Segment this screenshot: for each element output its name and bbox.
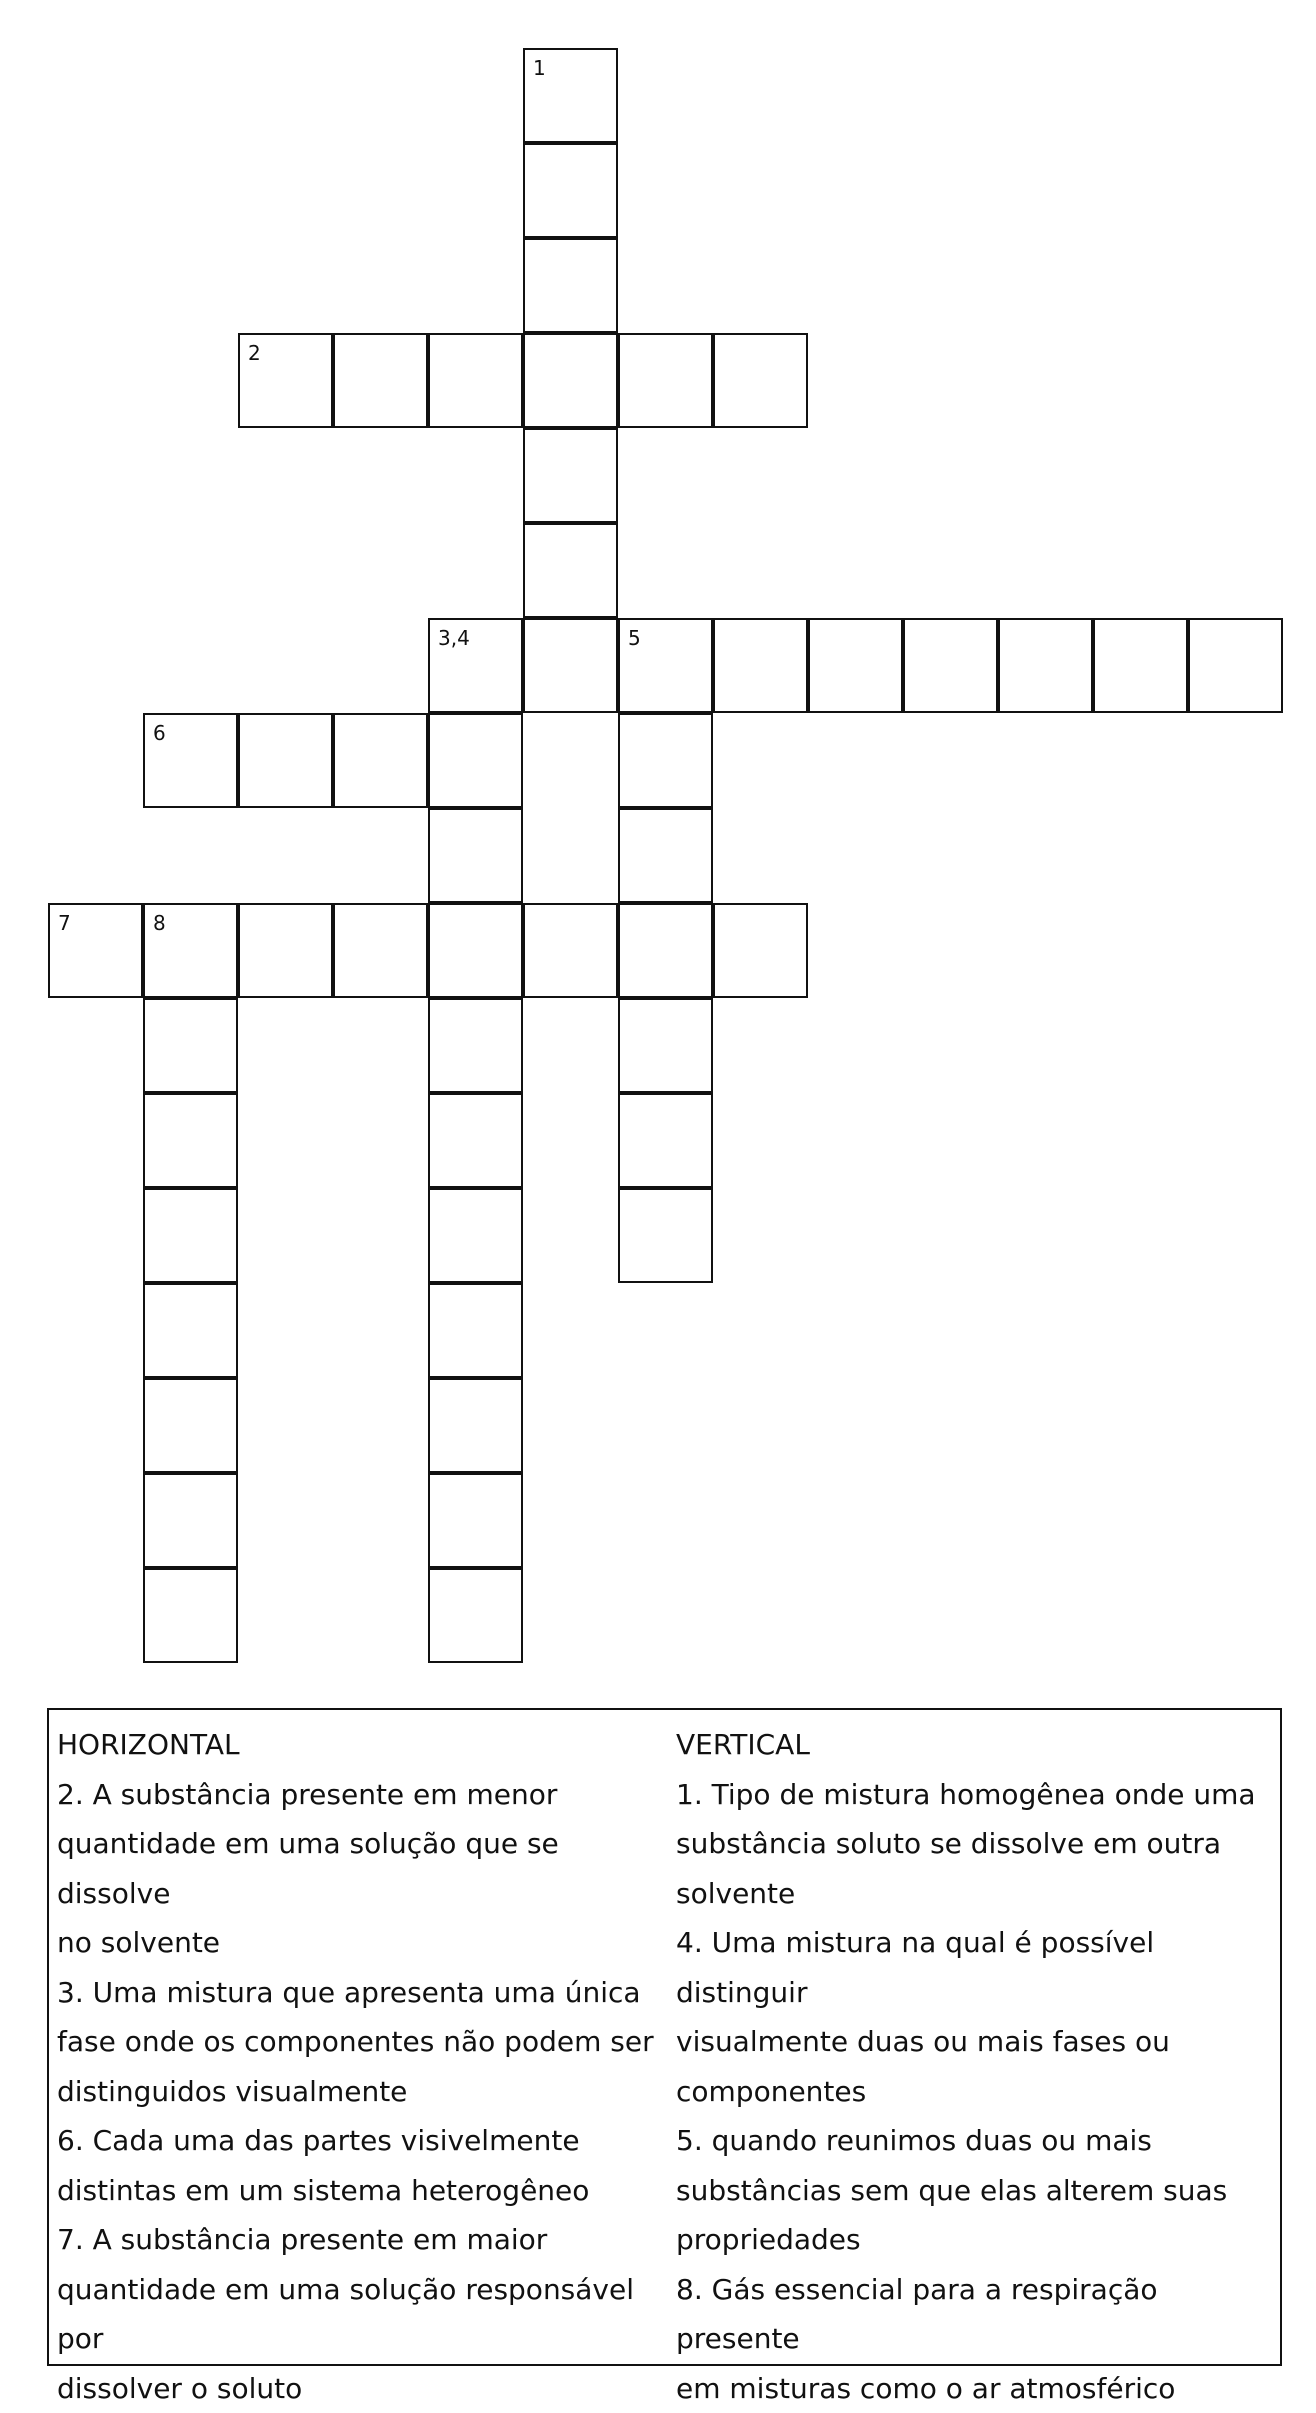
crossword-cell[interactable]: [618, 713, 713, 808]
crossword-cell[interactable]: [523, 428, 618, 523]
clue-line: 8. Gás essencial para a respiração presente: [676, 2265, 1276, 2364]
clue-line: substância soluto se dissolve em outra: [676, 1819, 1276, 1869]
crossword-cell[interactable]: [143, 1283, 238, 1378]
clue-line: distintas em um sistema heterogêneo: [57, 2166, 657, 2216]
crossword-cell[interactable]: [523, 523, 618, 618]
clue-line: 5. quando reunimos duas ou mais: [676, 2116, 1276, 2166]
crossword-cell[interactable]: [998, 618, 1093, 713]
crossword-cell[interactable]: [428, 1568, 523, 1663]
crossword-cell[interactable]: [618, 1188, 713, 1283]
crossword-cell[interactable]: [523, 238, 618, 333]
clue-line: no solvente: [57, 1918, 657, 1968]
crossword-cell[interactable]: [618, 808, 713, 903]
crossword-cell[interactable]: [428, 808, 523, 903]
crossword-cell[interactable]: [523, 618, 618, 713]
clue-line: 7. A substância presente em maior: [57, 2215, 657, 2265]
crossword-cell[interactable]: [428, 713, 523, 808]
horizontal-clue-list: [57, 1770, 657, 2413]
clue-line: componentes: [676, 2067, 1276, 2117]
crossword-cell[interactable]: [523, 333, 618, 428]
crossword-cell[interactable]: [238, 333, 333, 428]
crossword-cell[interactable]: [428, 333, 523, 428]
clue-line: propriedades: [676, 2215, 1276, 2265]
crossword-cell[interactable]: [618, 998, 713, 1093]
vertical-clue-list: [676, 1770, 1276, 2413]
clue-line: quantidade em uma solução responsável por: [57, 2265, 657, 2364]
clue-number: 1: [533, 58, 546, 78]
clue-line: fase onde os componentes não podem ser: [57, 2017, 657, 2067]
crossword-cell[interactable]: [618, 618, 713, 713]
clue-line: distinguidos visualmente: [57, 2067, 657, 2117]
clue-line: solvente: [676, 1869, 1276, 1919]
crossword-cell[interactable]: [143, 1188, 238, 1283]
crossword-cell[interactable]: [143, 903, 238, 998]
crossword-cell[interactable]: [428, 998, 523, 1093]
crossword-cell[interactable]: [618, 1093, 713, 1188]
crossword-cell[interactable]: [808, 618, 903, 713]
crossword-cell[interactable]: [143, 1093, 238, 1188]
clue-line: dissolver o soluto: [57, 2364, 657, 2413]
clue-line: quantidade em uma solução que se dissolve: [57, 1819, 657, 1918]
crossword-cell[interactable]: [143, 1378, 238, 1473]
crossword-cell[interactable]: [143, 998, 238, 1093]
crossword-cell[interactable]: [428, 1093, 523, 1188]
clue-line: 1. Tipo de mistura homogênea onde uma: [676, 1770, 1276, 1820]
clue-line: em misturas como o ar atmosférico: [676, 2364, 1276, 2413]
crossword-cell[interactable]: [1188, 618, 1283, 713]
crossword-cell[interactable]: [333, 713, 428, 808]
crossword-cell[interactable]: [428, 903, 523, 998]
clue-number: 3,4: [438, 628, 470, 648]
clue-line: 6. Cada uma das partes visivelmente: [57, 2116, 657, 2166]
crossword-cell[interactable]: [903, 618, 998, 713]
crossword-cell[interactable]: [428, 1283, 523, 1378]
clue-line: 4. Uma mistura na qual é possível distinguir: [676, 1918, 1276, 2017]
crossword-cell[interactable]: [618, 333, 713, 428]
crossword-cell[interactable]: [238, 713, 333, 808]
clue-number: 5: [628, 628, 641, 648]
clue-number: 6: [153, 723, 166, 743]
vertical-heading: VERTICAL: [676, 1720, 1276, 1770]
horizontal-clues: [57, 1720, 657, 2413]
crossword-cell[interactable]: [618, 903, 713, 998]
clue-line: 2. A substância presente em menor: [57, 1770, 657, 1820]
crossword-cell[interactable]: [713, 333, 808, 428]
crossword-cell[interactable]: [238, 903, 333, 998]
crossword-cell[interactable]: [143, 1568, 238, 1663]
crossword-cell[interactable]: [143, 1473, 238, 1568]
horizontal-heading: HORIZONTAL: [57, 1720, 657, 1770]
crossword-cell[interactable]: [428, 1188, 523, 1283]
clue-line: 3. Uma mistura que apresenta uma única: [57, 1968, 657, 2018]
crossword-cell[interactable]: [713, 618, 808, 713]
crossword-cell[interactable]: [333, 903, 428, 998]
clue-line: substâncias sem que elas alterem suas: [676, 2166, 1276, 2216]
crossword-cell[interactable]: [713, 903, 808, 998]
crossword-cell[interactable]: [428, 1378, 523, 1473]
crossword-cell[interactable]: [428, 618, 523, 713]
clue-number: 7: [58, 913, 71, 933]
clue-line: visualmente duas ou mais fases ou: [676, 2017, 1276, 2067]
crossword-cell[interactable]: [1093, 618, 1188, 713]
crossword-cell[interactable]: [523, 143, 618, 238]
clue-number: 8: [153, 913, 166, 933]
crossword-cell[interactable]: [523, 903, 618, 998]
crossword-cell[interactable]: [48, 903, 143, 998]
clues-box: [47, 1708, 1282, 2366]
crossword-cell[interactable]: [143, 713, 238, 808]
vertical-clues: [676, 1720, 1276, 2413]
crossword-cell[interactable]: [523, 48, 618, 143]
crossword-cell[interactable]: [428, 1473, 523, 1568]
clue-number: 2: [248, 343, 261, 363]
crossword-cell[interactable]: [333, 333, 428, 428]
